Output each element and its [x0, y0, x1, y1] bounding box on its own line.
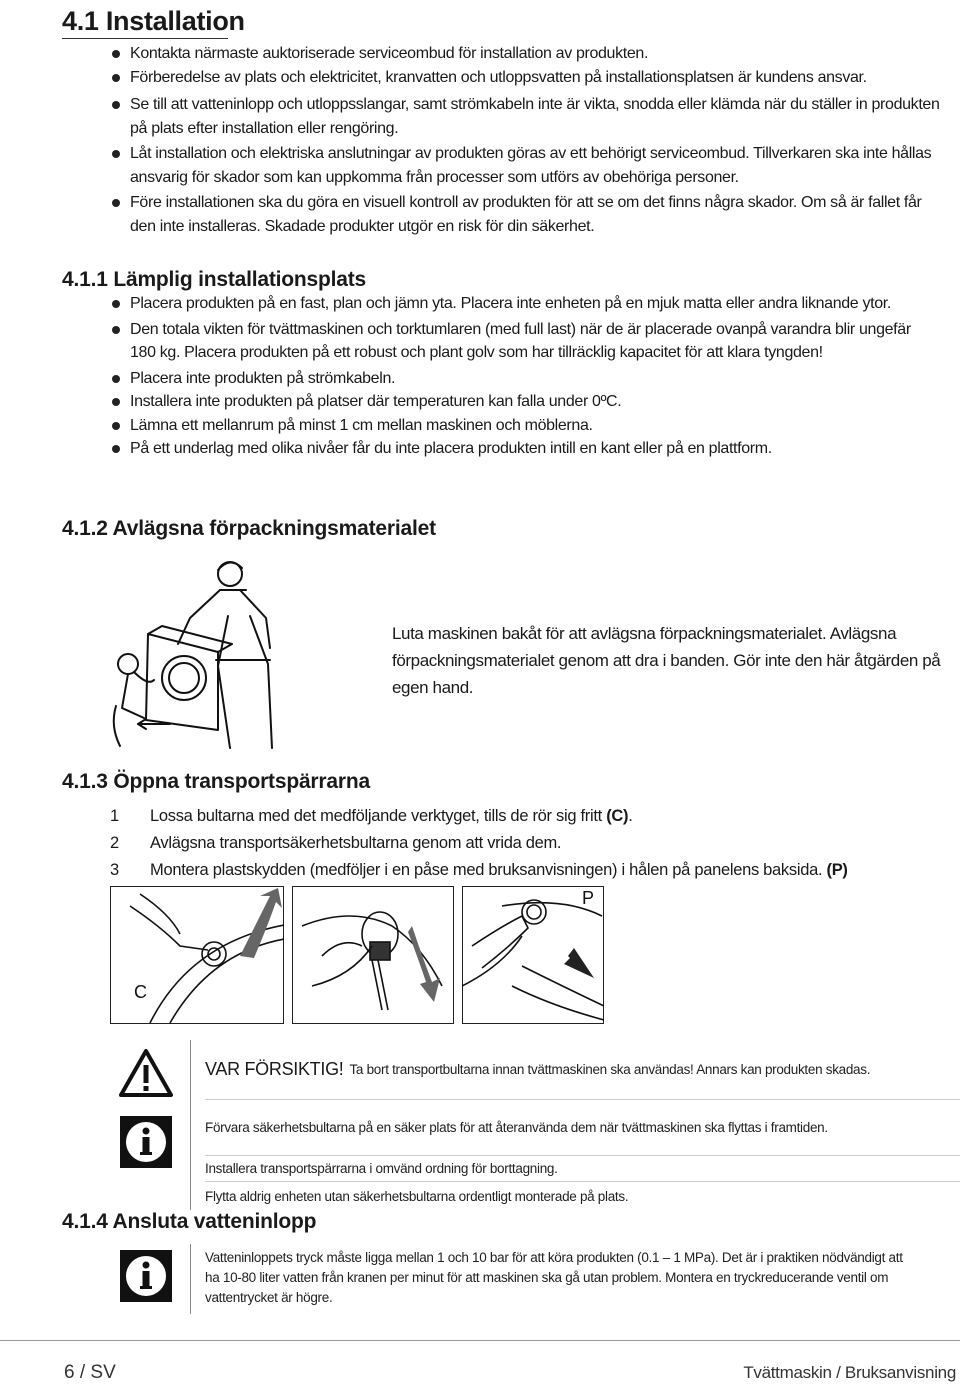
- caution-title: VAR FÖRSIKTIG!: [205, 1059, 344, 1079]
- list-item: Kontakta närmaste auktoriserade serviceombud för installation av produkten.: [104, 42, 944, 66]
- list-item: Den totala vikten för tvättmaskinen och torktumlaren (med full last) när de är placerade ovanpå varandra blir ungefär 180 kg. Placera produkten på ett robust och plant golv som har tillräcklig kapacitet för att klara tyngden!: [104, 318, 924, 365]
- site-bullets: [104, 292, 924, 461]
- note-icons-column: [110, 1040, 190, 1210]
- note-icons-column: [110, 1244, 190, 1314]
- subsection-title-transport-locks: 4.1.3 Öppna transportspärrarna: [62, 770, 370, 793]
- step-item: [110, 857, 848, 884]
- step-text: Avlägsna transportsäkerhetsbultarna genom att vrida dem.: [150, 834, 562, 852]
- info-text: Förvara säkerhetsbultarna på en säker plats för att återanvända dem när tvättmaskinen ska flyttas i framtiden.: [205, 1120, 828, 1135]
- notes-block: [110, 1040, 960, 1210]
- list-item: Lämna ett mellanrum på minst 1 cm mellan maskinen och möblerna.: [104, 414, 924, 438]
- water-note-block: [110, 1244, 960, 1314]
- water-note-line: vattentrycket är högre.: [205, 1290, 333, 1305]
- list-item: På ett underlag med olika nivåer får du inte placera produkten intill en kant eller på en plattform.: [104, 437, 924, 461]
- page-number: 6 / SV: [64, 1362, 116, 1383]
- info-row: [205, 1182, 960, 1210]
- step-text: Montera plastskydden (medföljer i en påse med bruksanvisningen) i hålen på panelens baksida.: [150, 861, 827, 879]
- document-title: Tvättmaskin / Bruksanvisning: [743, 1363, 956, 1382]
- water-note-text: [190, 1244, 960, 1314]
- transport-lock-steps: [110, 803, 848, 884]
- list-item: Förberedelse av plats och elektricitet, kranvatten och utloppsvatten på installationsplatsen är kundens ansvar.: [104, 66, 944, 90]
- notes-text-column: [190, 1040, 960, 1210]
- list-item: Låt installation och elektriska anslutningar av produkten göras av ett behörigt serviceombud. Tillverkaren ska inte hållas ansvarig för skador som kan uppkomma från processer som utförs av obehöriga personer.: [104, 142, 944, 189]
- packaging-removal-illustration: [108, 556, 278, 756]
- list-item: Placera inte produkten på strömkabeln.: [104, 367, 924, 391]
- list-item: Placera produkten på en fast, plan och jämn yta. Placera inte enheten på en mjuk matta eller andra liknande ytor.: [104, 292, 924, 316]
- figure-label-c: C: [134, 982, 147, 1002]
- title-underline: [62, 38, 228, 39]
- info-text: Installera transportspärrarna i omvänd ordning för borttagning.: [205, 1161, 558, 1176]
- info-text: Flytta aldrig enheten utan säkerhetsbultarna ordentligt monterade på plats.: [205, 1188, 629, 1204]
- step-text: Lossa bultarna med det medföljande verktyget, tills de rör sig fritt: [150, 807, 607, 825]
- list-item: Se till att vatteninlopp och utloppsslangar, samt strömkabeln inte är vikta, snodda eller klämda när du ställer in produkten på plats efter installation eller rengöring.: [104, 93, 944, 140]
- step-label: (C): [606, 807, 629, 825]
- section-title: 4.1 Installation: [62, 6, 245, 36]
- figure-label-p: P: [582, 888, 595, 908]
- caution-text: Ta bort transportbultarna innan tvättmaskinen ska användas! Annars kan produkten skadas.: [349, 1062, 871, 1077]
- step-item: [110, 830, 848, 857]
- footer-divider: [0, 1340, 960, 1341]
- info-row: [205, 1156, 960, 1182]
- caution-row: [205, 1040, 960, 1100]
- packaging-instructions: Luta maskinen bakåt för att avlägsna förpackningsmaterialet. Avlägsna förpackningsmaterialet genom att dra i banden. Gör inte den här åtgärden på egen hand.: [392, 624, 941, 697]
- list-item: Före installationen ska du göra en visuell kontroll av produkten för att se om det finns några skador. Om så är fallet får den inte installeras. Skadade produkter utgör en risk för din säkerhet.: [104, 191, 944, 238]
- water-note-line: ha 10-80 liter vatten från kranen per minut för att maskinen ska gå utan problem. Montera en tryckreducerande ventil om: [205, 1270, 889, 1285]
- figure-loosen-bolts: [110, 886, 284, 1024]
- subsection-title-packaging: 4.1.2 Avlägsna förpackningsmaterialet: [62, 517, 436, 540]
- info-row: [205, 1100, 960, 1156]
- step-number: 1: [110, 807, 119, 825]
- step-label: (P): [826, 861, 848, 879]
- step-number: 2: [110, 834, 119, 852]
- step-item: [110, 803, 848, 830]
- step-tail: .: [628, 807, 633, 825]
- figure-insert-plastic-cover: [462, 886, 604, 1024]
- step-number: 3: [110, 861, 119, 879]
- installation-bullets: [104, 42, 944, 238]
- warning-icon: [118, 1048, 174, 1098]
- subsection-title-site: 4.1.1 Lämplig installationsplats: [62, 268, 367, 291]
- list-item: Installera inte produkten på platser där temperaturen kan falla under 0ºC.: [104, 390, 924, 414]
- figure-remove-bolts: [292, 886, 454, 1024]
- info-icon: [120, 1250, 172, 1302]
- water-note-line: Vatteninloppets tryck måste ligga mellan 1 och 10 bar för att köra produkten (0.1 – 1 MPa). Det är i praktiken nödvändigt att: [205, 1250, 903, 1265]
- info-icon: [120, 1116, 172, 1168]
- subsection-title-water-inlet: 4.1.4 Ansluta vatteninlopp: [62, 1210, 317, 1233]
